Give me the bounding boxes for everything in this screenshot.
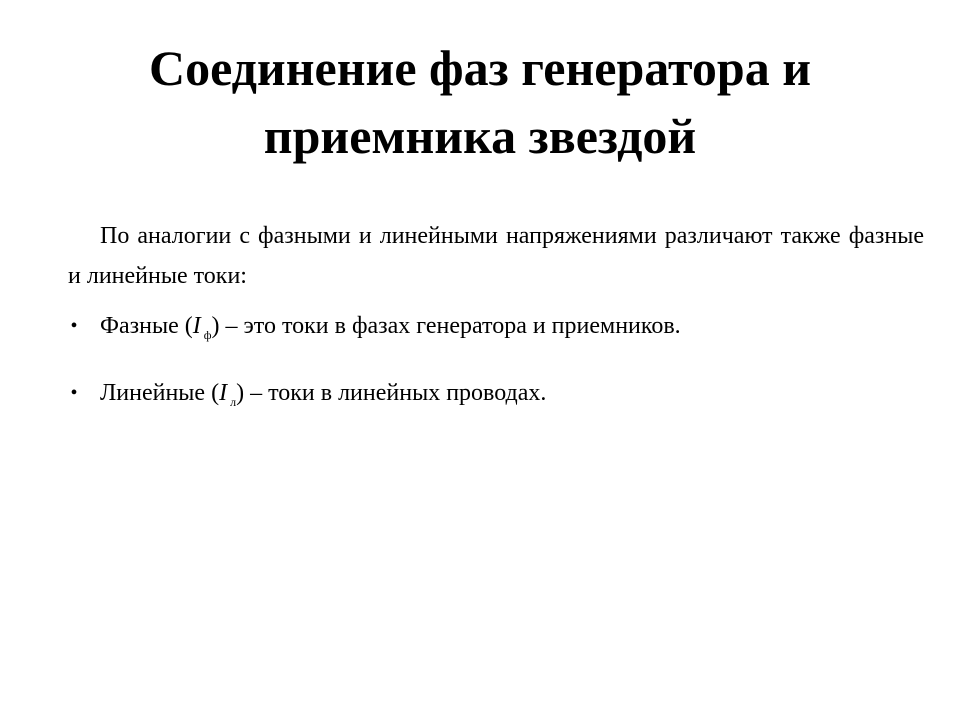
bullet-lead: Линейные (: [100, 380, 220, 406]
bullet-text: ) – это токи в фазах генератора и приемников.: [211, 313, 681, 339]
bullet-text: ) – токи в линейных проводах.: [236, 380, 547, 406]
bullet-icon: •: [70, 382, 78, 404]
current-subscript: ф: [203, 328, 212, 342]
current-subscript: л: [230, 395, 237, 409]
slide-title: Соединение фаз генератора и приемника звездой: [148, 40, 811, 164]
bullet-item-line-currents: [68, 373, 924, 422]
bullet-icon: •: [70, 315, 78, 337]
intro-paragraph: По аналогии с фазными и линейными напряжениями различают также фазные и линейные токи:: [68, 223, 924, 289]
bullet-item-phase-currents: [68, 306, 924, 355]
current-symbol: I: [192, 313, 201, 339]
current-symbol: I: [219, 380, 228, 406]
bullet-list: [68, 306, 924, 422]
bullet-lead: Фазные (: [100, 313, 193, 339]
slide-body: [68, 216, 924, 440]
